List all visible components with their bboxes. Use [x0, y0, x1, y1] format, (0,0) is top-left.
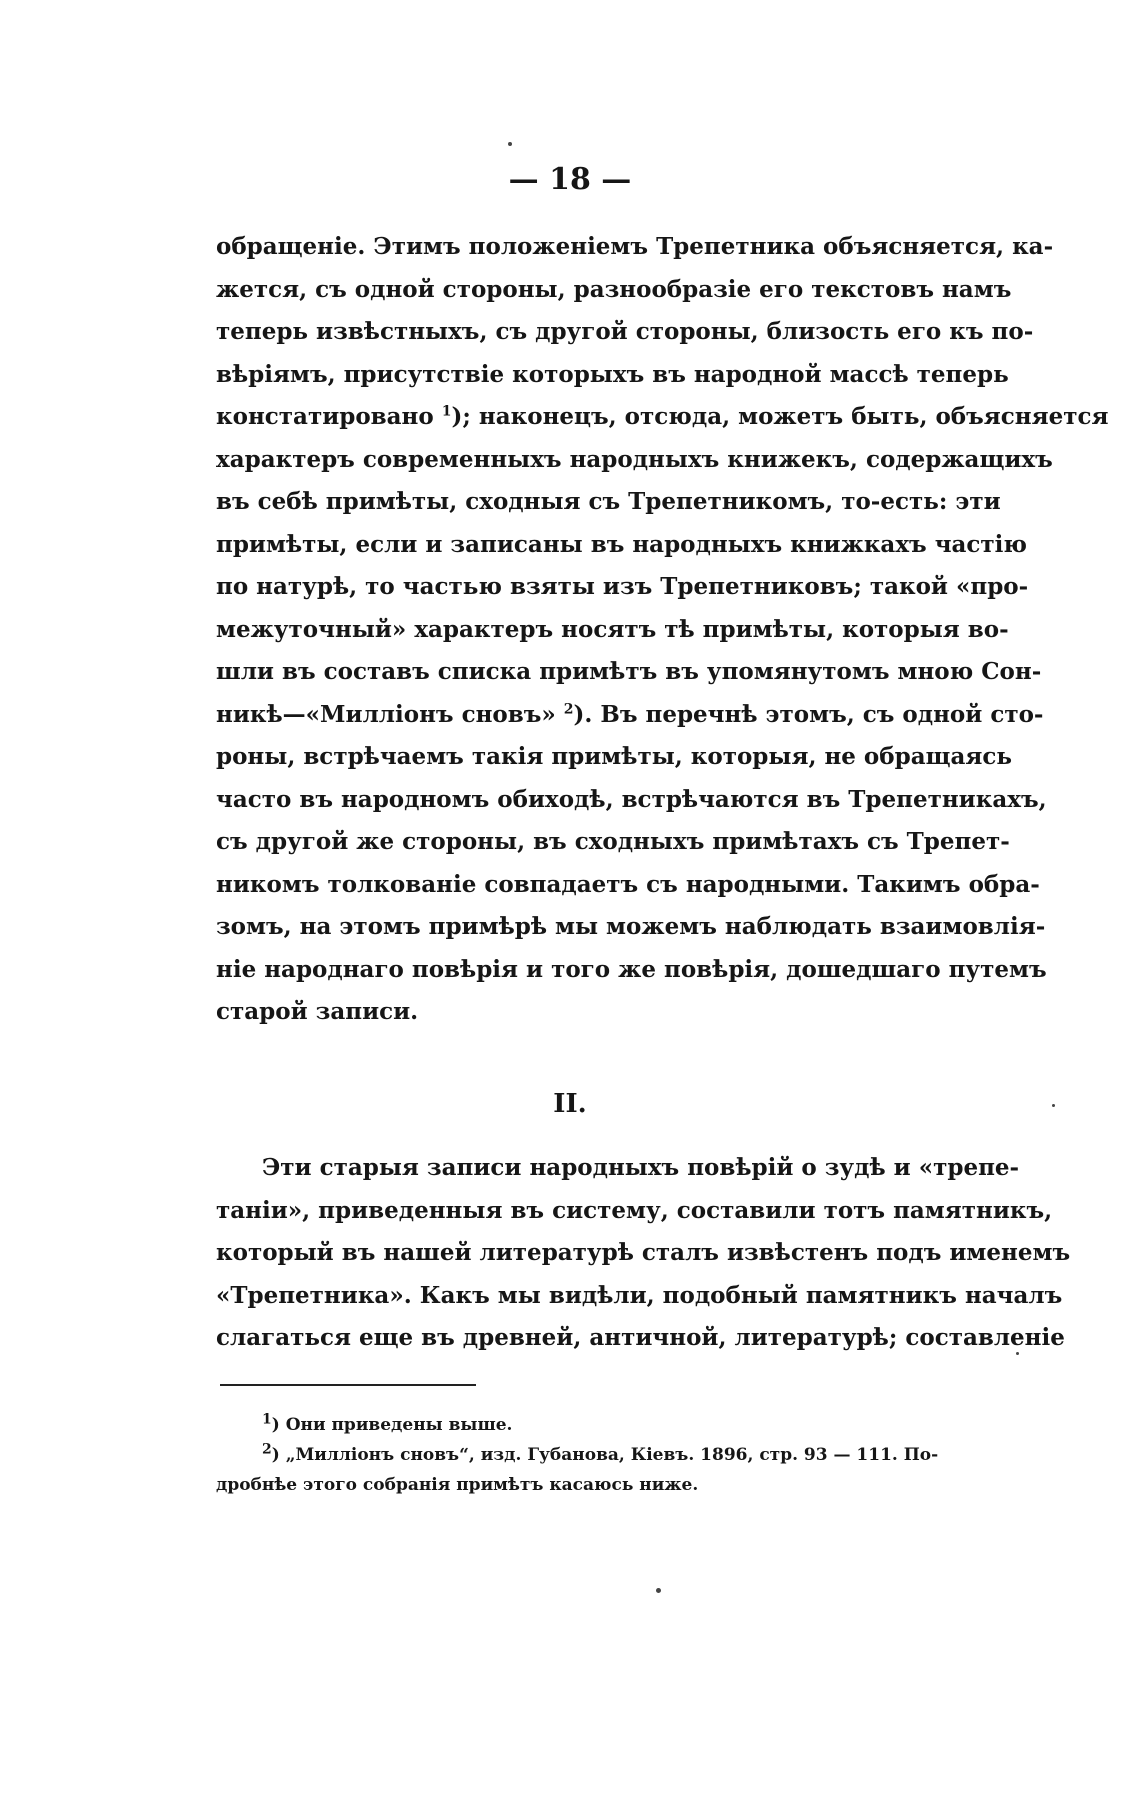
footnote-text: ) „Миллiонъ сновъ“, изд. Губанова, Кiевъ. 1896, стр. 93 — 111. По-: [271, 1445, 939, 1465]
text-line: часто въ народномъ обиходѣ, встрѣчаются въ Трепетникахъ,: [216, 785, 1047, 813]
scan-speck: [1016, 1352, 1019, 1355]
paragraph-2: [216, 1147, 1071, 1360]
footnote-ref-2: 2: [563, 700, 574, 717]
paragraph-1: [216, 226, 1109, 1034]
text-line: примѣты, если и записаны въ народныхъ книжкахъ частiю: [216, 530, 1028, 558]
text-line: нiе народнаго повѣрiя и того же повѣрiя, дошедшаго путемъ: [216, 955, 1047, 983]
text-line: съ другой же стороны, въ сходныхъ примѣтахъ съ Трепет-: [216, 828, 1010, 855]
text-line: межуточный» характеръ носятъ тѣ примѣты, которыя во-: [216, 615, 1009, 643]
text-run: ); наконецъ, отсюда, можетъ быть, объясняется: [451, 403, 1109, 430]
text-line: никомъ толкованiе совпадаетъ съ народными. Такимъ обра-: [216, 870, 1040, 898]
text-line: въ себѣ примѣты, сходныя съ Трепетникомъ, то-есть: эти: [216, 488, 1001, 515]
section-heading: II.: [553, 1089, 587, 1119]
scan-speck: [1052, 1104, 1055, 1107]
text-line: [216, 396, 1109, 439]
text-run: никѣ—«Миллiонъ сновъ»: [216, 700, 564, 728]
footnote-text: ) Они приведены выше.: [271, 1415, 513, 1435]
footnote-2-continuation: дробнѣе этого собранiя примѣтъ касаюсь ниже.: [216, 1475, 699, 1495]
footnote-marker: 2: [262, 1441, 272, 1458]
text-run: констатировано: [216, 403, 442, 430]
footnote-ref-1: 1: [441, 403, 452, 420]
scan-speck: [656, 1588, 661, 1593]
footnote-1: [216, 1410, 976, 1440]
text-line: [216, 694, 1044, 737]
text-line: вѣрiямъ, присутствiе которыхъ въ народной массѣ теперь: [216, 360, 1009, 388]
text-line: характеръ современныхъ народныхъ книжекъ, содержащихъ: [216, 445, 1053, 473]
text-line: роны, встрѣчаемъ такiя примѣты, которыя, не обращаясь: [216, 743, 1012, 770]
text-line: «Трепетника». Какъ мы видѣли, подобный памятникъ началъ: [216, 1281, 1063, 1309]
text-run: ). Въ перечнѣ этомъ, съ одной сто-: [573, 700, 1044, 728]
footnote-separator: [220, 1384, 476, 1386]
text-line: Эти старыя записи народныхъ повѣрiй о зудѣ и «трепе-: [262, 1154, 1020, 1181]
text-line: теперь извѣстныхъ, съ другой стороны, близость его къ по-: [216, 318, 1034, 345]
footnote-marker: 1: [262, 1411, 272, 1428]
text-line: старой записи.: [216, 998, 419, 1025]
page-number: — 18 —: [508, 162, 632, 197]
text-line: зомъ, на этомъ примѣрѣ мы можемъ наблюдать взаимовлiя-: [216, 913, 1046, 940]
text-line: который въ нашей литературѣ сталъ извѣстенъ подъ именемъ: [216, 1239, 1071, 1266]
scan-speck: [508, 142, 512, 146]
footnote-2: [216, 1440, 976, 1470]
text-line: слагаться еще въ древней, античной, литературѣ; составленiе: [216, 1324, 1065, 1351]
text-line: по натурѣ, то частью взяты изъ Трепетниковъ; такой «про-: [216, 573, 1029, 600]
text-line: танiи», приведенныя въ систему, составили тотъ памятникъ,: [216, 1196, 1053, 1224]
text-line: обращенiе. Этимъ положенiемъ Трепетника объясняется, ка-: [216, 233, 1054, 260]
text-line: жется, съ одной стороны, разнообразiе его текстовъ намъ: [216, 275, 1012, 303]
text-line: шли въ составъ списка примѣтъ въ упомянутомъ мною Сон-: [216, 658, 1042, 685]
footnotes: [216, 1410, 976, 1500]
